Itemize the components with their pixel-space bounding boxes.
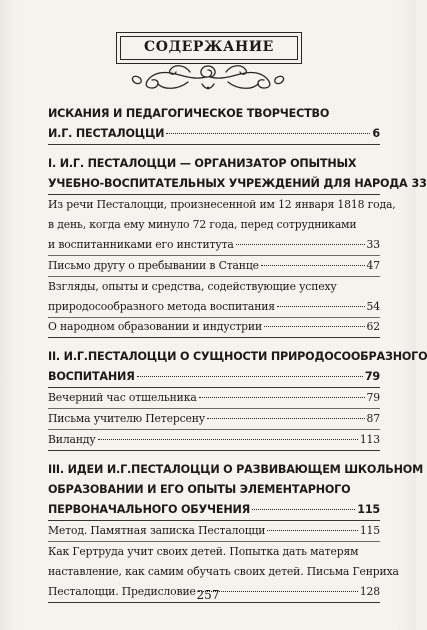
toc-entry-text: О народном образовании и индустрии — [48, 320, 263, 334]
toc-section-title: ИСКАНИЯ И ПЕДАГОГИЧЕСКОЕ ТВОРЧЕСТВО — [48, 107, 330, 120]
page-number: 257 — [196, 588, 220, 602]
toc-page-number: 62 — [366, 320, 380, 334]
toc-page-number: 87 — [366, 412, 380, 426]
toc-entry-text: Виланду — [48, 432, 96, 446]
toc-entry[interactable] — [48, 277, 380, 317]
toc-entry-text: Письмо другу о пребывании в Станце — [48, 258, 259, 272]
dot-leader — [98, 439, 358, 440]
toc-entry[interactable] — [48, 430, 380, 450]
toc-section-title: III. ИДЕИ И.Г.ПЕСТАЛОЦЦИ О РАЗВИВАЮЩЕМ ШКОЛЬНОМ — [48, 462, 423, 476]
toc-entry[interactable] — [48, 409, 380, 429]
contents-title: СОДЕРЖАНИЕ — [144, 39, 274, 55]
toc-section-intro[interactable] — [48, 104, 380, 144]
toc-section-2[interactable] — [48, 347, 427, 387]
toc-page-number: 33 — [411, 177, 427, 190]
toc-entry[interactable] — [48, 388, 380, 408]
table-of-contents — [48, 104, 427, 603]
toc-page-number: 6 — [372, 127, 380, 140]
dot-leader — [264, 326, 365, 327]
dot-leader — [277, 306, 365, 307]
dot-leader — [267, 530, 358, 531]
toc-entry-text: Взгляды, опыты и средства, содействующие успеху — [48, 279, 337, 293]
toc-section-title: I. И.Г. ПЕСТАЛОЦЦИ — ОРГАНИЗАТОР ОПЫТНЫХ — [48, 157, 357, 170]
toc-entry-text: в день, когда ему минуло 72 года, перед сотрудниками — [48, 218, 357, 231]
toc-entry[interactable] — [48, 256, 380, 276]
toc-entry-text: и воспитанниками его института — [48, 238, 234, 251]
toc-page-number: 115 — [359, 523, 380, 537]
toc-page-number: 54 — [366, 299, 380, 313]
toc-entry-text: Как Гертруда учит своих детей. Попытка дать матерям — [48, 544, 359, 558]
toc-entry-text: Из речи Песталоцци, произнесенной им 12 января 1818 года, — [48, 198, 396, 211]
dot-leader — [137, 376, 363, 377]
toc-page-number: 33 — [366, 238, 380, 251]
toc-entry-text: Вечерний час отшельника — [48, 391, 197, 405]
decorative-flourish-icon — [128, 60, 288, 94]
toc-entry-text: природосообразного метода воспитания — [48, 299, 275, 313]
toc-page-number: 115 — [357, 502, 380, 516]
toc-section-title: ОБРАЗОВАНИИ И ЕГО ОПЫТЫ ЭЛЕМЕНТАРНОГО — [48, 482, 351, 496]
dot-leader — [261, 265, 365, 266]
dot-leader — [252, 509, 355, 510]
toc-section-1[interactable] — [48, 154, 427, 194]
toc-entry[interactable] — [48, 317, 380, 337]
toc-entry[interactable] — [48, 521, 380, 541]
toc-section-title: ВОСПИТАНИЯ — [48, 370, 135, 384]
toc-page-number: 79 — [364, 370, 380, 384]
dot-leader — [207, 418, 365, 419]
toc-entry[interactable] — [48, 195, 396, 255]
toc-section-title: УЧЕБНО-ВОСПИТАТЕЛЬНЫХ УЧРЕЖДЕНИЙ ДЛЯ НАРОДА — [48, 177, 408, 190]
toc-page-number: 128 — [359, 584, 380, 598]
toc-page-number: 47 — [366, 258, 380, 272]
toc-section-title: II. И.Г.ПЕСТАЛОЦЦИ О СУЩНОСТИ ПРИРОДОСООБРАЗНОГО — [48, 350, 427, 364]
toc-entry-text: Метод. Памятная записка Песталоцци — [48, 523, 266, 537]
toc-section-title: И.Г. ПЕСТАЛОЦЦИ — [48, 127, 165, 140]
toc-entry-text: наставление, как самим обучать своих детей. Письма Генриха — [48, 564, 399, 578]
toc-entry-text: Письма учителю Петерсену — [48, 412, 206, 426]
dot-leader — [236, 244, 365, 245]
toc-entry-text: Песталоцци. Предисловие — [48, 584, 196, 598]
toc-page-number: 79 — [366, 391, 380, 405]
toc-section-title: ПЕРВОНАЧАЛЬНОГО ОБУЧЕНИЯ — [48, 502, 251, 516]
dot-leader — [199, 397, 365, 398]
toc-section-3[interactable] — [48, 460, 423, 520]
dot-leader — [166, 133, 370, 134]
toc-page-number: 113 — [359, 432, 380, 446]
